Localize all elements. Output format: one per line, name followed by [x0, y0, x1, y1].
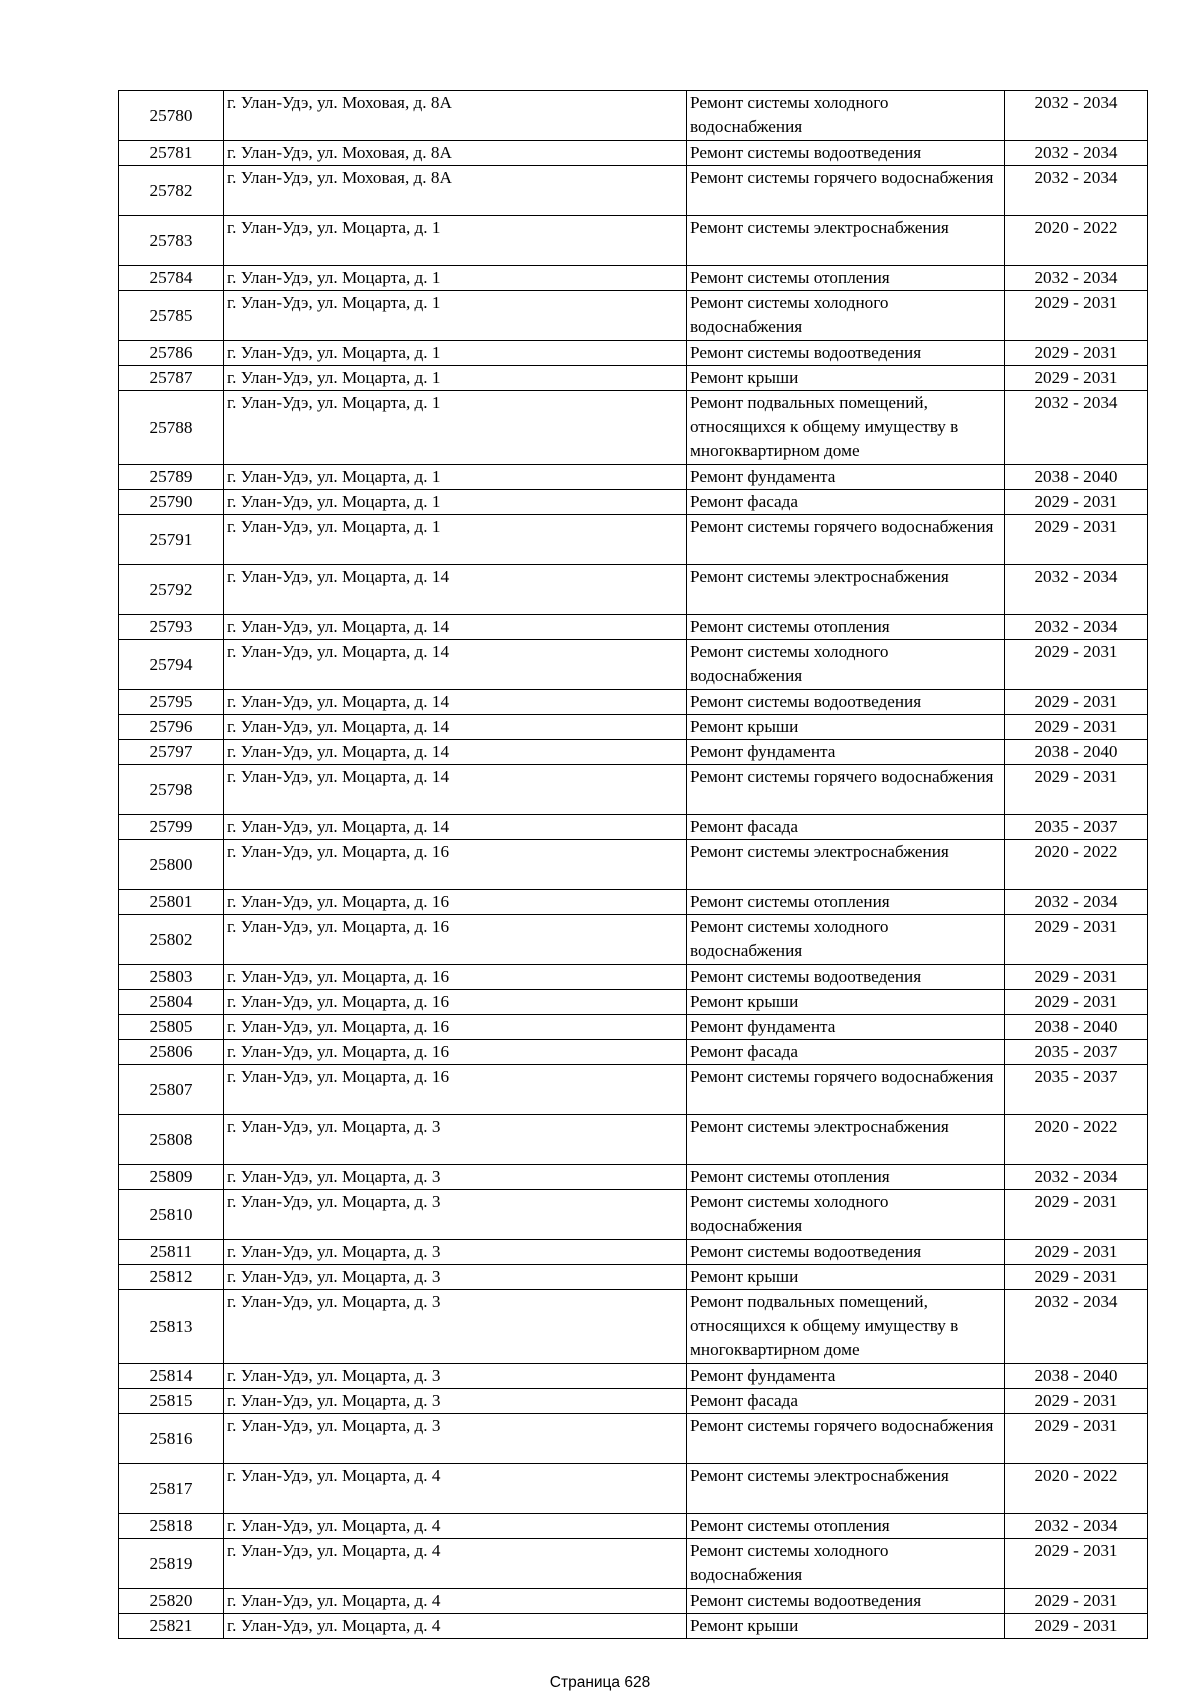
table-row: [119, 366, 1148, 391]
period-cell: 2038 - 2040: [1005, 1015, 1148, 1040]
row-number-cell: 25811: [119, 1240, 224, 1265]
table-row: [119, 91, 1148, 141]
period-cell: 2029 - 2031: [1005, 990, 1148, 1015]
work-type-cell: Ремонт фасада: [687, 490, 1005, 515]
row-number-cell: 25788: [119, 391, 224, 465]
work-type-cell: Ремонт системы отопления: [687, 890, 1005, 915]
period-cell: 2029 - 2031: [1005, 1589, 1148, 1614]
period-cell: 2029 - 2031: [1005, 1614, 1148, 1639]
period-cell: 2029 - 2031: [1005, 640, 1148, 690]
work-type-cell: Ремонт системы водоотведения: [687, 341, 1005, 366]
work-type-cell: Ремонт системы холодного водоснабжения: [687, 915, 1005, 965]
work-type-cell: Ремонт системы холодного водоснабжения: [687, 640, 1005, 690]
row-number-cell: 25780: [119, 91, 224, 141]
address-cell: г. Улан-Удэ, ул. Моцарта, д. 3: [224, 1290, 687, 1364]
row-number-cell: 25808: [119, 1115, 224, 1165]
row-number-cell: 25798: [119, 765, 224, 815]
period-cell: 2032 - 2034: [1005, 1290, 1148, 1364]
address-cell: г. Улан-Удэ, ул. Моцарта, д. 1: [224, 490, 687, 515]
work-type-cell: Ремонт системы электроснабжения: [687, 565, 1005, 615]
table-row: [119, 640, 1148, 690]
table-row: [119, 1539, 1148, 1589]
address-cell: г. Улан-Удэ, ул. Моцарта, д. 14: [224, 740, 687, 765]
address-cell: г. Улан-Удэ, ул. Моцарта, д. 3: [224, 1165, 687, 1190]
work-type-cell: Ремонт системы горячего водоснабжения: [687, 515, 1005, 565]
row-number-cell: 25789: [119, 465, 224, 490]
work-type-cell: Ремонт крыши: [687, 366, 1005, 391]
table-row: [119, 1240, 1148, 1265]
work-type-cell: Ремонт фундамента: [687, 1364, 1005, 1389]
period-cell: 2032 - 2034: [1005, 166, 1148, 216]
table-row: [119, 1514, 1148, 1539]
work-type-cell: Ремонт фундамента: [687, 1015, 1005, 1040]
table-row: [119, 765, 1148, 815]
address-cell: г. Улан-Удэ, ул. Моцарта, д. 16: [224, 1065, 687, 1115]
row-number-cell: 25816: [119, 1414, 224, 1464]
row-number-cell: 25807: [119, 1065, 224, 1115]
period-cell: 2029 - 2031: [1005, 1190, 1148, 1240]
period-cell: 2029 - 2031: [1005, 1265, 1148, 1290]
work-type-cell: Ремонт системы холодного водоснабжения: [687, 1539, 1005, 1589]
work-type-cell: Ремонт системы отопления: [687, 266, 1005, 291]
address-cell: г. Улан-Удэ, ул. Моцарта, д. 4: [224, 1539, 687, 1589]
table-row: [119, 1015, 1148, 1040]
table-row: [119, 890, 1148, 915]
table-row: [119, 166, 1148, 216]
table-row: [119, 990, 1148, 1015]
row-number-cell: 25815: [119, 1389, 224, 1414]
work-type-cell: Ремонт системы горячего водоснабжения: [687, 765, 1005, 815]
address-cell: г. Улан-Удэ, ул. Моцарта, д. 1: [224, 216, 687, 266]
row-number-cell: 25820: [119, 1589, 224, 1614]
period-cell: 2029 - 2031: [1005, 715, 1148, 740]
period-cell: 2029 - 2031: [1005, 490, 1148, 515]
table-row: [119, 1464, 1148, 1514]
period-cell: 2020 - 2022: [1005, 1464, 1148, 1514]
period-cell: 2029 - 2031: [1005, 1240, 1148, 1265]
row-number-cell: 25801: [119, 890, 224, 915]
address-cell: г. Улан-Удэ, ул. Моцарта, д. 3: [224, 1364, 687, 1389]
address-cell: г. Улан-Удэ, ул. Моцарта, д. 14: [224, 715, 687, 740]
period-cell: 2029 - 2031: [1005, 341, 1148, 366]
period-cell: 2020 - 2022: [1005, 1115, 1148, 1165]
work-type-cell: Ремонт системы водоотведения: [687, 965, 1005, 990]
row-number-cell: 25785: [119, 291, 224, 341]
table-row: [119, 465, 1148, 490]
address-cell: г. Улан-Удэ, ул. Моцарта, д. 14: [224, 690, 687, 715]
address-cell: г. Улан-Удэ, ул. Моцарта, д. 14: [224, 565, 687, 615]
table-row: [119, 965, 1148, 990]
table-row: [119, 141, 1148, 166]
table-row: [119, 1040, 1148, 1065]
work-type-cell: Ремонт системы горячего водоснабжения: [687, 166, 1005, 216]
row-number-cell: 25819: [119, 1539, 224, 1589]
table-row: [119, 515, 1148, 565]
work-type-cell: Ремонт системы холодного водоснабжения: [687, 1190, 1005, 1240]
row-number-cell: 25809: [119, 1165, 224, 1190]
period-cell: 2032 - 2034: [1005, 1165, 1148, 1190]
row-number-cell: 25795: [119, 690, 224, 715]
address-cell: г. Улан-Удэ, ул. Моцарта, д. 1: [224, 266, 687, 291]
period-cell: 2029 - 2031: [1005, 1389, 1148, 1414]
work-type-cell: Ремонт фасада: [687, 1040, 1005, 1065]
address-cell: г. Улан-Удэ, ул. Моцарта, д. 3: [224, 1414, 687, 1464]
row-number-cell: 25791: [119, 515, 224, 565]
period-cell: 2029 - 2031: [1005, 1414, 1148, 1464]
table-row: [119, 815, 1148, 840]
work-type-cell: Ремонт системы холодного водоснабжения: [687, 91, 1005, 141]
work-type-cell: Ремонт системы электроснабжения: [687, 1115, 1005, 1165]
row-number-cell: 25792: [119, 565, 224, 615]
period-cell: 2029 - 2031: [1005, 515, 1148, 565]
row-number-cell: 25804: [119, 990, 224, 1015]
table-row: [119, 840, 1148, 890]
row-number-cell: 25786: [119, 341, 224, 366]
address-cell: г. Улан-Удэ, ул. Моцарта, д. 1: [224, 391, 687, 465]
row-number-cell: 25782: [119, 166, 224, 216]
row-number-cell: 25787: [119, 366, 224, 391]
row-number-cell: 25790: [119, 490, 224, 515]
table-row: [119, 1065, 1148, 1115]
work-type-cell: Ремонт крыши: [687, 1614, 1005, 1639]
period-cell: 2029 - 2031: [1005, 690, 1148, 715]
row-number-cell: 25812: [119, 1265, 224, 1290]
page-number: Страница 628: [549, 1674, 651, 1691]
address-cell: г. Улан-Удэ, ул. Моцарта, д. 16: [224, 915, 687, 965]
table-row: [119, 1389, 1148, 1414]
address-cell: г. Улан-Удэ, ул. Моцарта, д. 14: [224, 815, 687, 840]
address-cell: г. Улан-Удэ, ул. Моцарта, д. 4: [224, 1589, 687, 1614]
work-type-cell: Ремонт системы горячего водоснабжения: [687, 1414, 1005, 1464]
row-number-cell: 25821: [119, 1614, 224, 1639]
row-number-cell: 25784: [119, 266, 224, 291]
work-type-cell: Ремонт системы электроснабжения: [687, 840, 1005, 890]
period-cell: 2032 - 2034: [1005, 91, 1148, 141]
address-cell: г. Улан-Удэ, ул. Моцарта, д. 4: [224, 1464, 687, 1514]
address-cell: г. Улан-Удэ, ул. Моцарта, д. 16: [224, 965, 687, 990]
row-number-cell: 25802: [119, 915, 224, 965]
period-cell: 2032 - 2034: [1005, 391, 1148, 465]
address-cell: г. Улан-Удэ, ул. Моцарта, д. 1: [224, 291, 687, 341]
work-type-cell: Ремонт системы водоотведения: [687, 1240, 1005, 1265]
row-number-cell: 25799: [119, 815, 224, 840]
work-type-cell: Ремонт системы водоотведения: [687, 690, 1005, 715]
address-cell: г. Улан-Удэ, ул. Моцарта, д. 16: [224, 840, 687, 890]
address-cell: г. Улан-Удэ, ул. Моховая, д. 8А: [224, 91, 687, 141]
table-row: [119, 291, 1148, 341]
work-type-cell: Ремонт фасада: [687, 815, 1005, 840]
work-type-cell: Ремонт системы электроснабжения: [687, 1464, 1005, 1514]
period-cell: 2032 - 2034: [1005, 890, 1148, 915]
work-type-cell: Ремонт системы отопления: [687, 1514, 1005, 1539]
address-cell: г. Улан-Удэ, ул. Моцарта, д. 3: [224, 1115, 687, 1165]
table-row: [119, 740, 1148, 765]
address-cell: г. Улан-Удэ, ул. Моцарта, д. 3: [224, 1265, 687, 1290]
repair-schedule-table: [118, 90, 1148, 1639]
work-type-cell: Ремонт системы электроснабжения: [687, 216, 1005, 266]
period-cell: 2038 - 2040: [1005, 740, 1148, 765]
work-type-cell: Ремонт системы холодного водоснабжения: [687, 291, 1005, 341]
row-number-cell: 25805: [119, 1015, 224, 1040]
row-number-cell: 25796: [119, 715, 224, 740]
address-cell: г. Улан-Удэ, ул. Моховая, д. 8А: [224, 141, 687, 166]
work-type-cell: Ремонт системы водоотведения: [687, 1589, 1005, 1614]
period-cell: 2038 - 2040: [1005, 1364, 1148, 1389]
period-cell: 2035 - 2037: [1005, 815, 1148, 840]
table-row: [119, 1115, 1148, 1165]
address-cell: г. Улан-Удэ, ул. Моцарта, д. 3: [224, 1389, 687, 1414]
row-number-cell: 25810: [119, 1190, 224, 1240]
table-row: [119, 715, 1148, 740]
row-number-cell: 25793: [119, 615, 224, 640]
row-number-cell: 25803: [119, 965, 224, 990]
table-row: [119, 915, 1148, 965]
address-cell: г. Улан-Удэ, ул. Моцарта, д. 1: [224, 341, 687, 366]
period-cell: 2035 - 2037: [1005, 1065, 1148, 1115]
work-type-cell: Ремонт системы отопления: [687, 1165, 1005, 1190]
table-row: [119, 1265, 1148, 1290]
period-cell: 2029 - 2031: [1005, 915, 1148, 965]
row-number-cell: 25800: [119, 840, 224, 890]
work-type-cell: Ремонт фасада: [687, 1389, 1005, 1414]
table-body: [119, 91, 1148, 1639]
row-number-cell: 25818: [119, 1514, 224, 1539]
work-type-cell: Ремонт подвальных помещений, относящихся к общему имуществу в многоквартирном доме: [687, 391, 1005, 465]
period-cell: 2029 - 2031: [1005, 765, 1148, 815]
address-cell: г. Улан-Удэ, ул. Моцарта, д. 16: [224, 890, 687, 915]
work-type-cell: Ремонт фундамента: [687, 740, 1005, 765]
address-cell: г. Улан-Удэ, ул. Моцарта, д. 14: [224, 640, 687, 690]
row-number-cell: 25806: [119, 1040, 224, 1065]
address-cell: г. Улан-Удэ, ул. Моцарта, д. 4: [224, 1514, 687, 1539]
row-number-cell: 25797: [119, 740, 224, 765]
table-row: [119, 266, 1148, 291]
work-type-cell: Ремонт подвальных помещений, относящихся к общему имуществу в многоквартирном доме: [687, 1290, 1005, 1364]
row-number-cell: 25783: [119, 216, 224, 266]
period-cell: 2029 - 2031: [1005, 366, 1148, 391]
period-cell: 2029 - 2031: [1005, 965, 1148, 990]
address-cell: г. Улан-Удэ, ул. Моцарта, д. 16: [224, 1015, 687, 1040]
period-cell: 2038 - 2040: [1005, 465, 1148, 490]
period-cell: 2020 - 2022: [1005, 840, 1148, 890]
period-cell: 2029 - 2031: [1005, 291, 1148, 341]
address-cell: г. Улан-Удэ, ул. Моцарта, д. 1: [224, 465, 687, 490]
period-cell: 2032 - 2034: [1005, 141, 1148, 166]
address-cell: г. Улан-Удэ, ул. Моцарта, д. 1: [224, 515, 687, 565]
table-row: [119, 1414, 1148, 1464]
address-cell: г. Улан-Удэ, ул. Моцарта, д. 1: [224, 366, 687, 391]
work-type-cell: Ремонт системы горячего водоснабжения: [687, 1065, 1005, 1115]
period-cell: 2032 - 2034: [1005, 565, 1148, 615]
period-cell: 2032 - 2034: [1005, 615, 1148, 640]
row-number-cell: 25814: [119, 1364, 224, 1389]
address-cell: г. Улан-Удэ, ул. Моцарта, д. 14: [224, 765, 687, 815]
table-row: [119, 1614, 1148, 1639]
table-row: [119, 565, 1148, 615]
row-number-cell: 25794: [119, 640, 224, 690]
row-number-cell: 25781: [119, 141, 224, 166]
work-type-cell: Ремонт крыши: [687, 715, 1005, 740]
period-cell: 2032 - 2034: [1005, 1514, 1148, 1539]
period-cell: 2029 - 2031: [1005, 1539, 1148, 1589]
table-row: [119, 490, 1148, 515]
address-cell: г. Улан-Удэ, ул. Моцарта, д. 3: [224, 1240, 687, 1265]
table-row: [119, 216, 1148, 266]
address-cell: г. Улан-Удэ, ул. Моцарта, д. 4: [224, 1614, 687, 1639]
address-cell: г. Улан-Удэ, ул. Моцарта, д. 14: [224, 615, 687, 640]
work-type-cell: Ремонт крыши: [687, 1265, 1005, 1290]
row-number-cell: 25817: [119, 1464, 224, 1514]
period-cell: 2020 - 2022: [1005, 216, 1148, 266]
table-row: [119, 341, 1148, 366]
table-row: [119, 615, 1148, 640]
period-cell: 2032 - 2034: [1005, 266, 1148, 291]
table-row: [119, 1165, 1148, 1190]
table-row: [119, 1190, 1148, 1240]
work-type-cell: Ремонт крыши: [687, 990, 1005, 1015]
table-row: [119, 690, 1148, 715]
table-row: [119, 1364, 1148, 1389]
address-cell: г. Улан-Удэ, ул. Моховая, д. 8А: [224, 166, 687, 216]
work-type-cell: Ремонт системы водоотведения: [687, 141, 1005, 166]
row-number-cell: 25813: [119, 1290, 224, 1364]
period-cell: 2035 - 2037: [1005, 1040, 1148, 1065]
table-row: [119, 1589, 1148, 1614]
table-row: [119, 391, 1148, 465]
address-cell: г. Улан-Удэ, ул. Моцарта, д. 16: [224, 990, 687, 1015]
table-row: [119, 1290, 1148, 1364]
address-cell: г. Улан-Удэ, ул. Моцарта, д. 16: [224, 1040, 687, 1065]
work-type-cell: Ремонт системы отопления: [687, 615, 1005, 640]
address-cell: г. Улан-Удэ, ул. Моцарта, д. 3: [224, 1190, 687, 1240]
work-type-cell: Ремонт фундамента: [687, 465, 1005, 490]
